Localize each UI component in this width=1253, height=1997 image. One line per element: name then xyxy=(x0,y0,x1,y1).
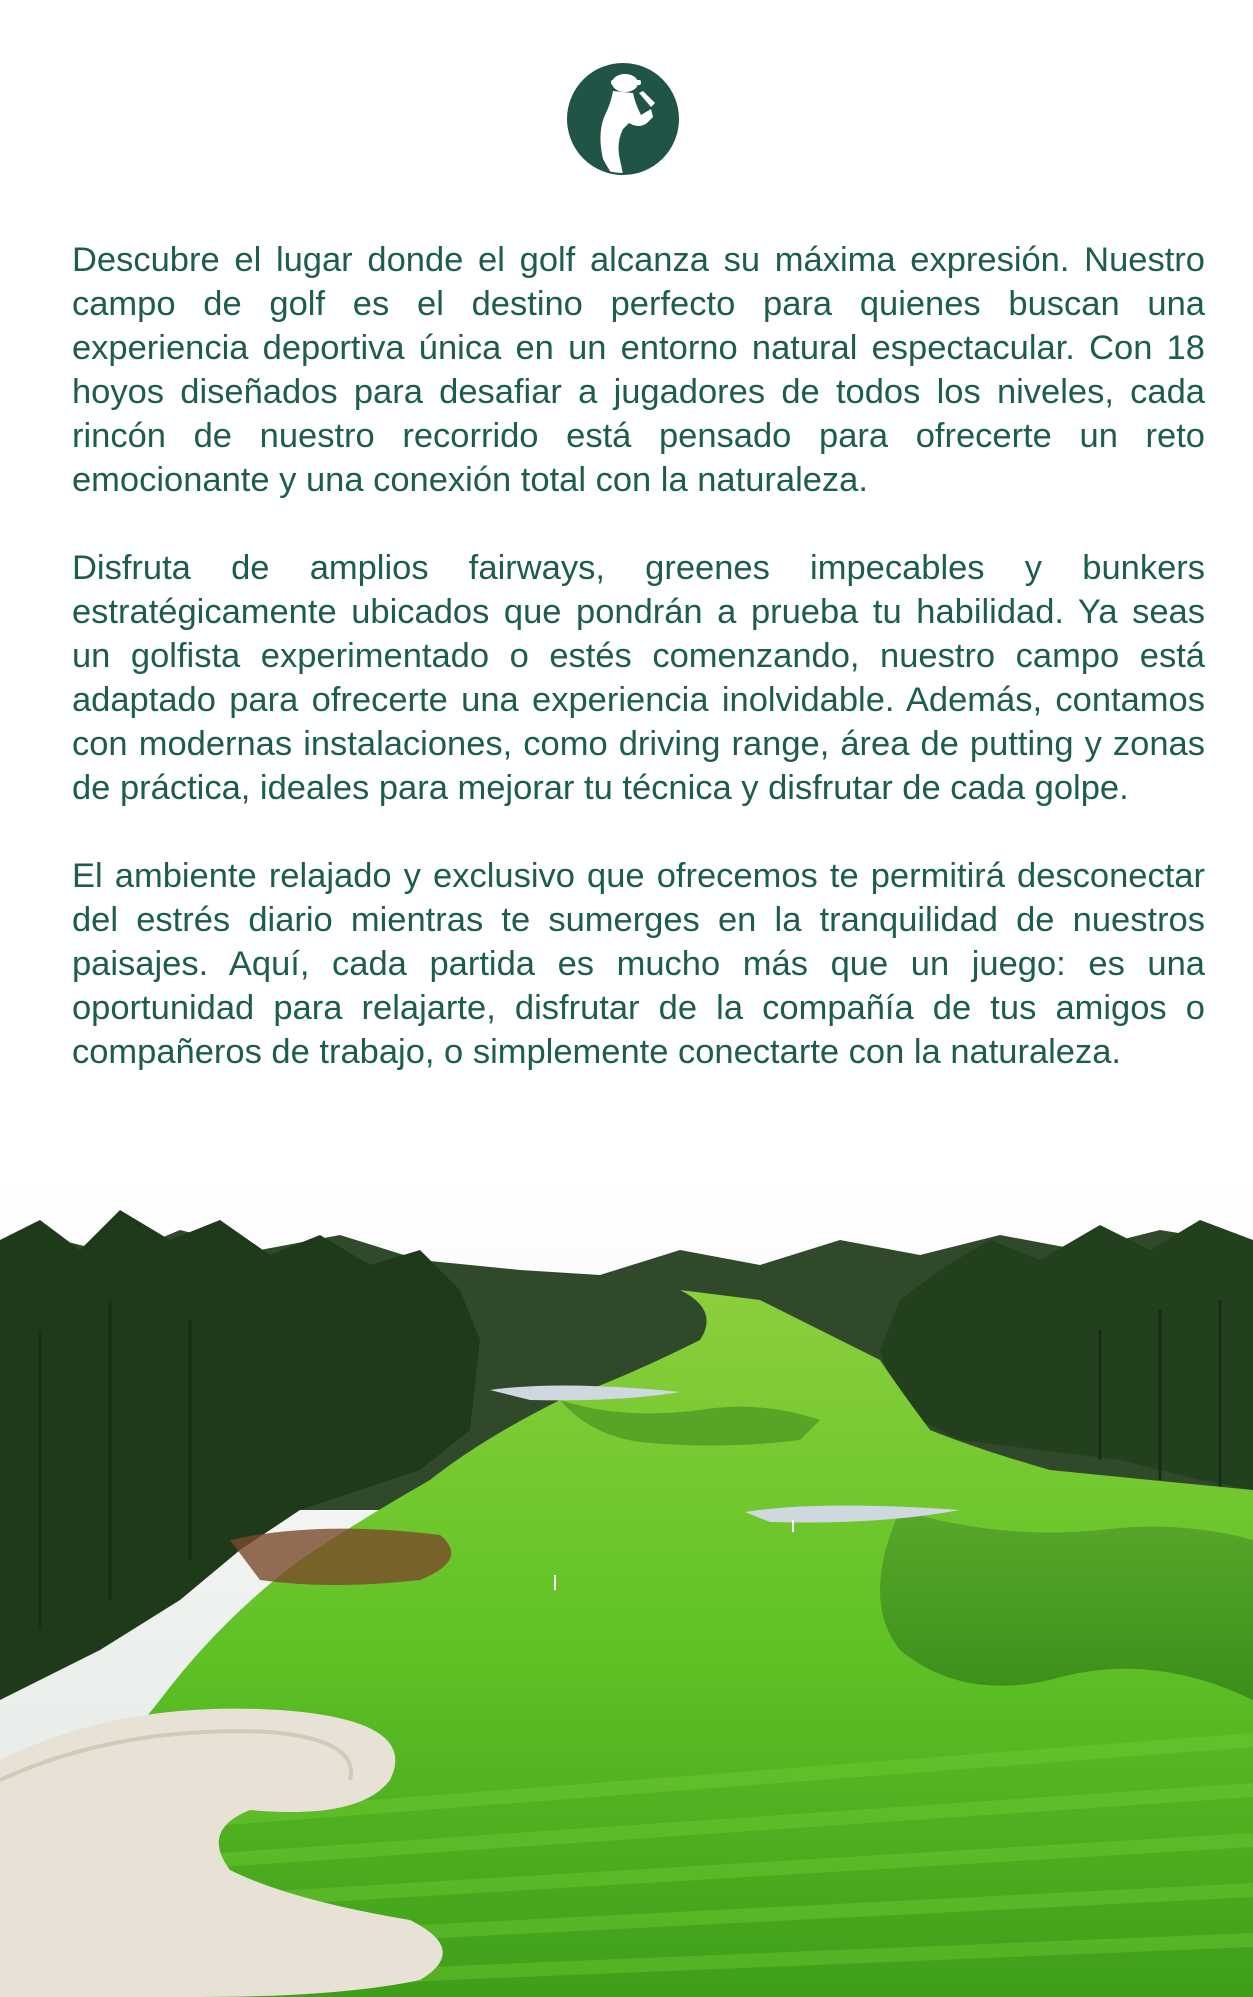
paragraph-1: Descubre el lugar donde el golf alcanza su máxima expresión. Nuestro campo de golf es el destino perfecto para quienes buscan una experiencia deportiva única en un entorno natural espectacular. Con 18 hoyos diseñados para desafiar a jugadores de todos los niveles, cada rincón de nuestro recorrido está pensado para ofrecerte un reto emocionante y una conexión total con la naturaleza. xyxy=(72,241,1205,499)
description-text xyxy=(72,238,1205,1118)
golf-course-photo xyxy=(0,1180,1253,1997)
golfer-logo-icon xyxy=(567,63,679,175)
paragraph-2: Disfruta de amplios fairways, greenes impecables y bunkers estratégicamente ubicados que pondrán a prueba tu habilidad. Ya seas un golfista experimentado o estés comenzando, nuestro campo está adaptado para ofrecerte una experiencia inolvidable. Además, contamos con modernas instalaciones, como driving range, área de putting y zonas de práctica, ideales para mejorar tu técnica y disfrutar de cada golpe. xyxy=(72,549,1205,807)
paragraph-3: El ambiente relajado y exclusivo que ofrecemos te permitirá desconectar del estrés diario mientras te sumerges en la tranquilidad de nuestros paisajes. Aquí, cada partida es mucho más que un juego: es una oportunidad para relajarte, disfrutar de la compañía de tus amigos o compañeros de trabajo, o simplemente conectarte con la naturaleza. xyxy=(72,857,1205,1071)
